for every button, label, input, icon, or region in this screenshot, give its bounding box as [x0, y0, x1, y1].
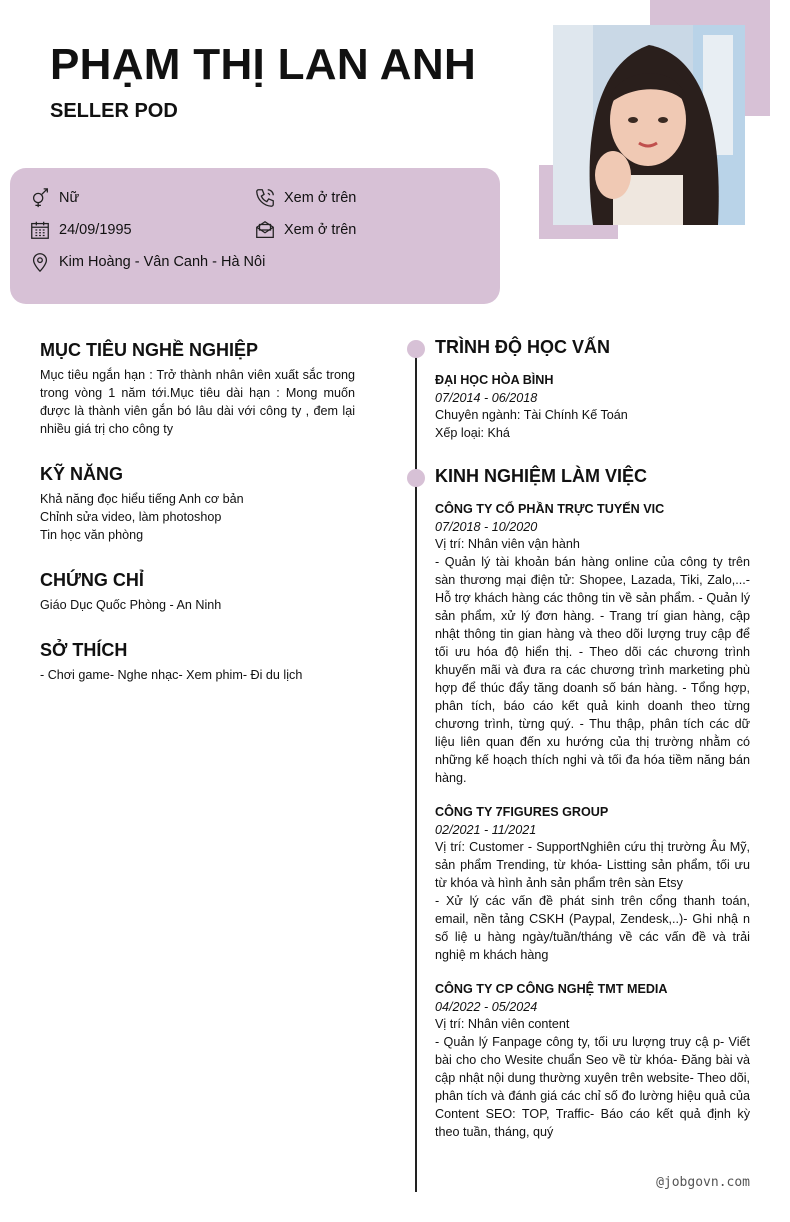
job-company: CÔNG TY CỔ PHẦN TRỰC TUYẾN VIC — [435, 502, 665, 516]
portrait-photo — [553, 25, 745, 225]
certificate-item: Giáo Dục Quốc Phòng - An Ninh — [40, 598, 222, 612]
job-position: Vị trí: Nhân viên vận hành — [435, 537, 580, 551]
job-period: 02/2021 - 11/2021 — [435, 823, 537, 837]
candidate-name: PHẠM THỊ LAN ANH — [50, 40, 477, 89]
dob-row — [29, 219, 132, 241]
email-row — [254, 219, 356, 241]
timeline-dot-experience — [407, 469, 425, 487]
objective-text: Mục tiêu ngắn hạn : Trở thành nhân viên xuất sắc trong trong vòng 1 năm tới.Mục tiêu dài hạn : Mong muốn được là thành viên gắn bó lâu dài với công ty , đem lại nhiều giá trị cho công ty — [40, 368, 355, 436]
job-position: Vị trí: Customer - SupportNghiên cứu thị trường Âu Mỹ, sản phẩm Trending, từ khóa- Listting sản phẩm, tối ưu từ khóa và hình ảnh sản phẩm trên sàn Etsy — [435, 840, 750, 890]
address-value: Kim Hoàng - Vân Canh - Hà Nôi — [59, 254, 266, 270]
job-description: - Quản lý Fanpage công ty, tối ưu lượng truy cậ p- Viết bài cho cho Wesite chuẩn Seo về từ khóa- Đăng bài và cập nhật nội dung thường xuyên trên website- Theo dõi, phân tích và đánh giá các chỉ số đo lường hiệu quả của Content SEO: TOP, Traffic- Báo cáo kết quả định kỳ theo tuần, tháng, quý — [435, 1035, 750, 1139]
job-description: - Xử lý các vấn đề phát sinh trên cổng thanh toán, email, nền tảng CSKH (Paypal, Zendesk,..)- Ghi nhậ n số liệ u hàng ngày/tuần/tháng về các vấn đề và trải nghiệ m khách hàng — [435, 894, 750, 962]
education-major: Chuyên ngành: Tài Chính Kế Toán — [435, 408, 628, 422]
certificates-title: CHỨNG CHỈ — [40, 570, 144, 590]
education-period: 07/2014 - 06/2018 — [435, 391, 538, 405]
hobbies-title: SỞ THÍCH — [40, 640, 128, 660]
gender-icon — [29, 187, 51, 209]
phone-icon — [254, 187, 276, 209]
phone-value: Xem ở trên — [284, 190, 357, 206]
email-value: Xem ở trên — [284, 222, 357, 238]
location-pin-icon — [29, 251, 51, 273]
job-description: - Quản lý tài khoản bán hàng online của công ty trên sàn thương mại điện tử: Shopee, Lazada, Tiki, Zalo,...- Hỗ trợ khách hàng các thông tin về sản phẩm. - Quản lý sản phẩm, xử lý đơn hàng. - Trang trí gian hàng, cập nhật thông tin gian hàng và theo dõi lượng truy cập để tối ưu hóa độ hiển thị. - Theo dõi các chương trình khuyến mãi và đưa ra các chương trình marketing phù hợp để thúc đẩy tăng doanh số bán hàng. - Tổng hợp, phân tích, báo cáo kết quả kinh doanh theo từng chương trình, từng quý. - Thu thập, phân tích các dữ liệu liên quan đến xu hướng của thị trường nhằm có những kế hoạch thích nghi và tối đa hóa tiềm năng bán hàng. — [435, 555, 750, 785]
gender-row — [29, 187, 79, 209]
email-icon — [254, 219, 276, 241]
gender-value: Nữ — [59, 190, 80, 206]
job-period: 07/2018 - 10/2020 — [435, 520, 538, 534]
dob-value: 24/09/1995 — [59, 222, 132, 238]
job-position: Vị trí: Nhân viên content — [435, 1017, 570, 1031]
skills-title: KỸ NĂNG — [40, 464, 124, 484]
job-company: CÔNG TY 7FIGURES GROUP — [435, 805, 609, 819]
experience-title: KINH NGHIỆM LÀM VIỆC — [435, 466, 648, 486]
phone-row — [254, 187, 356, 209]
candidate-role: SELLER POD — [50, 100, 178, 122]
watermark: @jobgovn.com — [656, 1175, 750, 1190]
hobbies-text: - Chơi game- Nghe nhạc- Xem phim- Đi du lịch — [40, 668, 303, 682]
skill-item: Tin học văn phòng — [40, 528, 144, 542]
personal-info-box — [10, 168, 500, 304]
school-name: ĐẠI HỌC HÒA BÌNH — [435, 373, 554, 387]
objective-title: MỤC TIÊU NGHỀ NGHIỆP — [40, 340, 259, 360]
skill-item: Chỉnh sửa video, làm photoshop — [40, 510, 222, 524]
timeline-dot-education — [407, 340, 425, 358]
education-rank: Xếp loại: Khá — [435, 426, 510, 440]
job-period: 04/2022 - 05/2024 — [435, 1000, 538, 1014]
calendar-icon — [29, 219, 51, 241]
education-title: TRÌNH ĐỘ HỌC VẤN — [435, 337, 610, 357]
skill-item: Khả năng đọc hiểu tiếng Anh cơ bản — [40, 492, 244, 506]
address-row — [29, 251, 265, 273]
job-company: CÔNG TY CP CÔNG NGHỆ TMT MEDIA — [435, 982, 668, 996]
